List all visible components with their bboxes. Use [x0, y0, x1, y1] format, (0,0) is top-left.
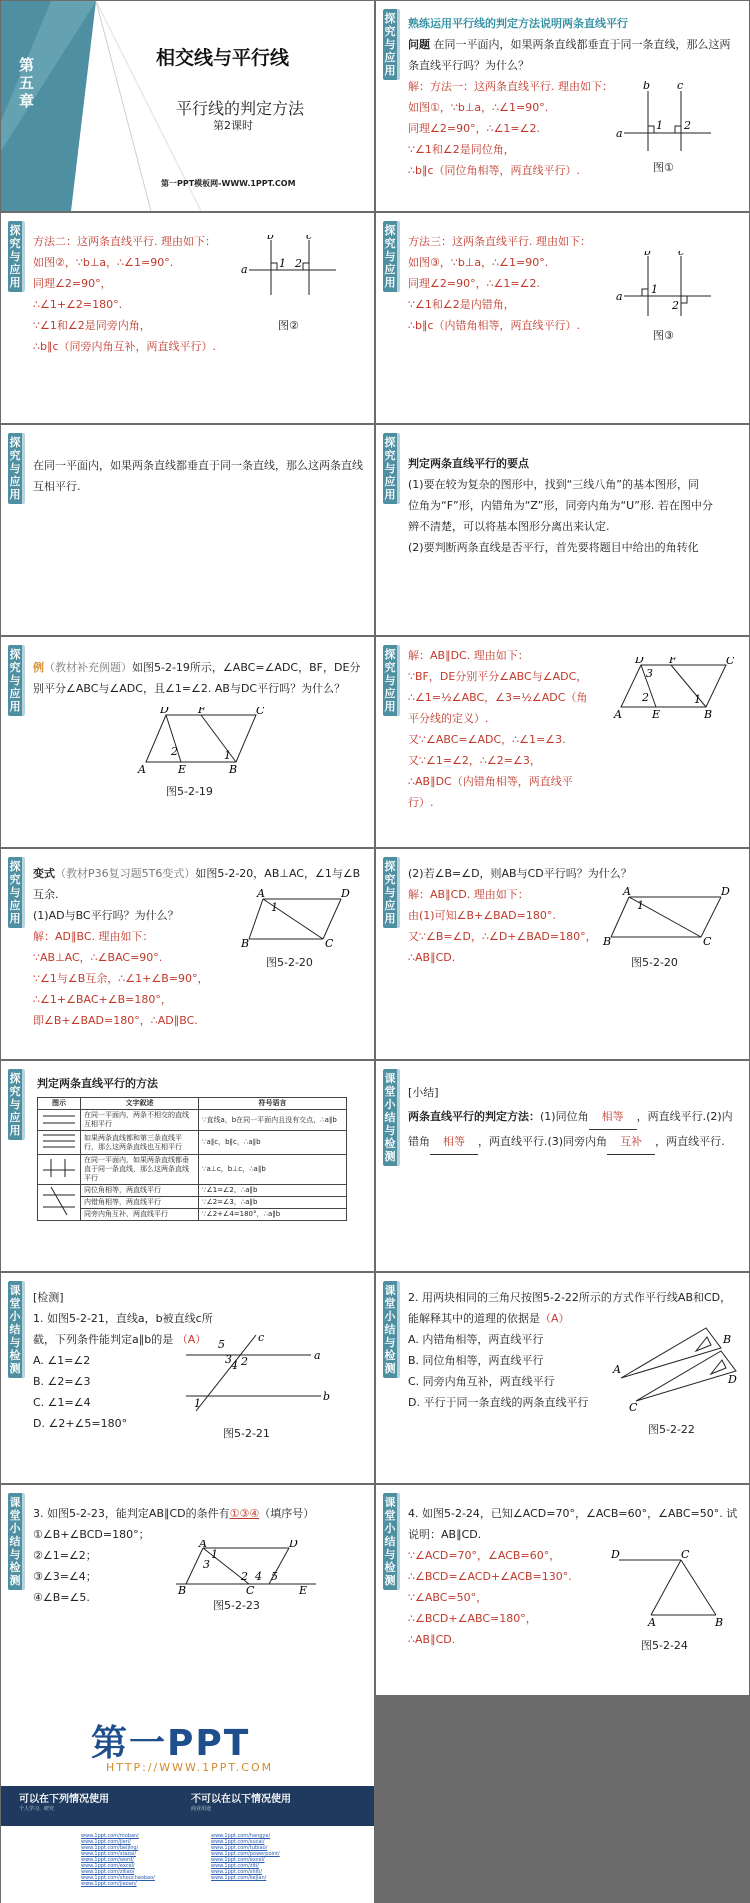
- footer-link[interactable]: www.1ppt.com/excel/: [211, 1857, 265, 1863]
- solution-line: 解：AD∥BC. 理由如下：: [33, 930, 154, 943]
- solution-line: 同理∠2=90°，∴∠1=∠2.: [408, 277, 541, 290]
- figure-caption: 图5-2-22: [648, 1423, 695, 1436]
- figure-5-2-22: [611, 1323, 741, 1417]
- variant-question: 如图5-2-20，AB⊥AC，∠1与∠B互余.: [33, 867, 361, 901]
- fig-label: B: [704, 708, 713, 721]
- table-header: [38, 1098, 347, 1110]
- answer: ①③④: [229, 1507, 260, 1520]
- figure-caption: 图5-2-19: [166, 785, 213, 798]
- diagram-cell: [38, 1131, 81, 1155]
- solution-line: ∴∠BCD=∠ACD+∠ACB=130°.: [408, 1570, 572, 1583]
- solution-line: 方法二：这两条直线平行. 理由如下：: [33, 235, 216, 248]
- diagram-cell: [38, 1185, 81, 1221]
- slide-example: [1, 637, 374, 847]
- solution-line: 同理∠2=90°，∴∠1=∠2.: [408, 122, 541, 135]
- symbol-cell: ∵∠2=∠3，∴a∥b: [199, 1197, 347, 1209]
- summary-text: [408, 1105, 741, 1155]
- footer-link[interactable]: www.1ppt.com/excel/: [81, 1863, 135, 1869]
- fig-label: c: [677, 81, 684, 92]
- figure-caption: 图5-2-23: [213, 1599, 260, 1612]
- fig-label: 2: [241, 1570, 248, 1583]
- section-tag: 课堂小结与检测: [383, 1493, 400, 1590]
- footer-link[interactable]: www.1ppt.com/jiaoan/: [81, 1881, 137, 1887]
- fig-label: C: [703, 935, 712, 947]
- diagram-cell: [38, 1155, 81, 1185]
- option: ②∠1=∠2；: [33, 1549, 97, 1562]
- fig-label: 2: [295, 257, 302, 270]
- answer-blank: 相等: [589, 1105, 637, 1130]
- answer-blank: 相等: [430, 1130, 478, 1155]
- cover-title: 相交线与平行线: [156, 47, 290, 69]
- text-cell: 在同一平面内，如果两条直线都垂直于同一条直线，那么这两条直线平行: [81, 1155, 199, 1185]
- fig-label: C: [246, 1584, 255, 1595]
- table-row: [38, 1197, 347, 1209]
- fig-label: 2: [642, 691, 649, 704]
- section-tag: 探究与应用: [8, 221, 25, 292]
- question-text: 4. 如图5-2-24，已知∠ACD=70°，∠ACB=60°，∠ABC=50°. 试说明：AB∥CD.: [408, 1507, 738, 1541]
- question-text: 3. 如图5-2-23，能判定AB∥CD的条件有: [33, 1507, 230, 1520]
- section-tag: 课堂小结与检测: [8, 1493, 25, 1590]
- fig-label: 5: [271, 1570, 278, 1583]
- footer-link[interactable]: www.1ppt.com/sucai/: [211, 1839, 265, 1845]
- fig-label: B: [723, 1333, 732, 1346]
- option: D. 平行于同一条直线的两条直线平行: [408, 1396, 589, 1409]
- solution-line: 又∵∠1=∠2，∴∠2=∠3，: [408, 754, 541, 767]
- fig-label: A: [648, 1616, 656, 1629]
- solution-line: ∴b∥c（同旁内角互补，两直线平行）.: [33, 340, 217, 353]
- figure-5-2-20: [241, 889, 351, 953]
- fig-label: C: [325, 937, 334, 949]
- section-tag: 探究与应用: [8, 433, 25, 504]
- solution-line: ∵∠1和∠2是同旁内角，: [33, 319, 151, 332]
- question: [33, 1503, 366, 1524]
- figure-caption: 图①: [653, 161, 674, 174]
- links-right: [211, 1833, 280, 1881]
- allowed-text: 个人学习、研究: [19, 1806, 55, 1812]
- column-header: 图示: [38, 1098, 81, 1110]
- footer-link[interactable]: www.1ppt.com/kejian/: [211, 1875, 267, 1881]
- fig-label: 1: [279, 257, 286, 270]
- summary-part: ，两直线平行.: [636, 1110, 707, 1123]
- fig-label: A: [614, 708, 622, 721]
- fig-label: D: [160, 707, 169, 716]
- slide-example-solution: [376, 637, 749, 847]
- fig-label: C: [256, 707, 265, 717]
- figure-5-2-24: [611, 1550, 731, 1634]
- forbidden-text: 商业用途: [191, 1806, 212, 1812]
- fig-label: a: [241, 263, 248, 276]
- option: D. ∠2+∠5=180°: [33, 1417, 128, 1430]
- slide-summary: [376, 1061, 749, 1271]
- summary-lead: 两条直线平行的判定方法：: [408, 1110, 540, 1123]
- slide-methods-table: [1, 1061, 374, 1271]
- question-text: 1. 如图5-2-21，直线a，b被直线c所截，下列条件能判定a∥b的是: [33, 1312, 213, 1346]
- figure-caption: 图5-2-21: [223, 1427, 270, 1440]
- fig-label: 1: [656, 119, 663, 132]
- fig-label: B: [241, 937, 250, 949]
- figure-5-2-19: [126, 707, 266, 781]
- solution-line: ∵∠1与∠B互余，∴∠1+∠B=90°，: [33, 972, 209, 985]
- fig-label: c: [258, 1333, 265, 1344]
- fig-label: F: [198, 707, 206, 716]
- fig-label: 4: [255, 1570, 262, 1583]
- summary-part: (1)同位角: [540, 1110, 589, 1123]
- footer-link[interactable]: www.1ppt.com/tubiao/: [211, 1845, 268, 1851]
- summary-part: ，两直线平行.: [655, 1135, 725, 1148]
- fig-label: 4: [231, 1359, 238, 1372]
- footer-link[interactable]: www.1ppt.com/ziliao/: [81, 1869, 135, 1875]
- footer-link[interactable]: www.1ppt.com/shiti/: [211, 1869, 263, 1875]
- diagram-cell: [38, 1110, 81, 1131]
- solution-line: ∴AB∥CD.: [408, 951, 456, 964]
- slide-variant-part2: [376, 849, 749, 1059]
- footer-slide: [1, 1693, 374, 1903]
- section-tag: 课堂小结与检测: [383, 1069, 400, 1166]
- symbol-cell: ∵a∥c，b∥c，∴a∥b: [199, 1131, 347, 1155]
- symbol-cell: ∵a⊥c，b⊥c，∴a∥b: [199, 1155, 347, 1185]
- problem-text: 在同一平面内，如果两条直线都垂直于同一条直线，那么这两条直线平行吗？为什么？: [408, 38, 731, 72]
- solution-line: ∴b∥c（内错角相等，两直线平行）.: [408, 319, 581, 332]
- fig-label: D: [289, 1540, 298, 1550]
- text-cell: 如果两条直线都和第三条直线平行，那么这两条直线也互相平行: [81, 1131, 199, 1155]
- figure-5-2-21: [181, 1333, 331, 1417]
- footer-link[interactable]: www.1ppt.com/shouchaobao/: [81, 1875, 155, 1881]
- summary-part: (2)内错角: [408, 1110, 733, 1148]
- section-tag: 课堂小结与检测: [383, 1281, 400, 1378]
- text-cell: 同旁内角互补，两直线平行: [81, 1209, 199, 1221]
- slide-conclusion: [1, 425, 374, 635]
- solution-line: ∵AB⊥AC，∴∠BAC=90°.: [33, 951, 163, 964]
- fig-label: A: [623, 887, 631, 898]
- figure-3: [616, 251, 716, 330]
- fig-label: C: [629, 1401, 638, 1413]
- fig-label: 3: [203, 1558, 210, 1571]
- table-row: [38, 1155, 347, 1185]
- slide-key-points: [376, 425, 749, 635]
- fig-label: 1: [694, 693, 701, 706]
- figure-2: [241, 235, 341, 314]
- column-header: 文字叙述: [81, 1098, 199, 1110]
- answer: （A）: [540, 1312, 570, 1325]
- forbidden-heading: 不可以在以下情况使用: [191, 1794, 291, 1805]
- slide-test-q1: [1, 1273, 374, 1483]
- solution-line: 方法三：这两条直线平行. 理由如下：: [408, 235, 591, 248]
- variant-label: 变式: [33, 867, 55, 880]
- solution-line: 解：AB∥CD. 理由如下：: [408, 888, 529, 901]
- fig-label: 1: [211, 1548, 218, 1561]
- usage-band: [1, 1786, 374, 1826]
- fig-label: 3: [225, 1353, 232, 1366]
- example-source: （教材补充例题）: [44, 661, 132, 674]
- figure-caption: 图②: [278, 319, 299, 332]
- fig-label: 5: [218, 1338, 225, 1351]
- solution-line: 即∠B+∠BAD=180°，∴AD∥BC.: [33, 1014, 198, 1027]
- conclusion-text: 在同一平面内，如果两条直线都垂直于同一条直线，那么这两条直线互相平行.: [33, 459, 363, 493]
- fig-label: E: [299, 1584, 308, 1595]
- option: A. ∠1=∠2: [33, 1354, 91, 1367]
- example-text: [33, 657, 366, 699]
- solution-line: 解：AB∥DC. 理由如下：: [408, 649, 529, 662]
- solution-line: 同理∠2=90°，: [33, 277, 112, 290]
- problem-label: 问题: [408, 38, 430, 51]
- cover-slide: [1, 1, 374, 211]
- option: A. 内错角相等，两直线平行: [408, 1333, 544, 1346]
- summary-part: (3)同旁内角: [547, 1135, 608, 1148]
- solution-line: 解：方法一：这两条直线平行. 理由如下：: [408, 80, 613, 93]
- site-logo: 第一PPT: [91, 1723, 251, 1764]
- fig-label: B: [715, 1616, 724, 1629]
- solution-line: ∵BF，DE分别平分∠ABC与∠ADC，: [408, 670, 588, 683]
- table-row: [38, 1110, 347, 1131]
- fig-label: E: [178, 763, 187, 776]
- section-tag: 探究与应用: [8, 1069, 25, 1140]
- allowed-heading: 可以在下列情况使用: [19, 1794, 109, 1805]
- option: B. 同位角相等，两直线平行: [408, 1354, 544, 1367]
- solution-line: 如图②，∵b⊥a，∴∠1=90°.: [33, 256, 174, 269]
- solution-line: 又∵∠ABC=∠ADC，∴∠1=∠3.: [408, 733, 566, 746]
- section-tag: 探究与应用: [8, 645, 25, 716]
- fig-label: 2: [171, 745, 178, 758]
- figure-caption: 图5-2-20: [631, 956, 678, 969]
- footer-link[interactable]: www.1ppt.com/beijing/: [81, 1845, 139, 1851]
- solution-line: ∴AB∥CD.: [408, 1633, 456, 1646]
- problem: [408, 34, 741, 76]
- figure-caption: 图5-2-24: [641, 1639, 688, 1652]
- slide-method-one: [376, 1, 749, 211]
- footer-link[interactable]: www.1ppt.com/moban/: [81, 1833, 139, 1839]
- option: C. 同旁内角互补，两直线平行: [408, 1375, 555, 1388]
- question-text: 2. 用两块相同的三角尺按图5-2-22所示的方式作平行线AB和CD，能解释其中的道理的依据是: [408, 1291, 732, 1325]
- section-tag: 探究与应用: [383, 433, 400, 504]
- fig-label: B: [603, 935, 612, 947]
- site-url: HTTP://WWW.1PPT.COM: [106, 1761, 274, 1774]
- footer-link[interactable]: www.1ppt.com/xiazai/: [81, 1851, 137, 1857]
- slide-heading: 熟练运用平行线的判定方法说明两条直线平行: [408, 17, 628, 30]
- text-cell: 同位角相等，两直线平行: [81, 1185, 199, 1197]
- summary-part: ，两直线平行.: [478, 1135, 548, 1148]
- solution-line: ∵∠ACD=70°，∠ACB=60°，: [408, 1549, 561, 1562]
- fig-label: D: [341, 889, 350, 900]
- solution-line: ∴∠1=½∠ABC，∠3=½∠ADC（角平分线的定义）.: [408, 691, 588, 725]
- fig-label: C: [681, 1550, 690, 1561]
- cover-lesson: 第2课时: [213, 119, 253, 132]
- figure-5-2-23: [171, 1540, 321, 1599]
- fig-label: D: [635, 657, 644, 666]
- slide-test-q3: [1, 1485, 374, 1695]
- fig-label: A: [138, 763, 146, 776]
- answer: （A）: [176, 1333, 207, 1346]
- fig-label: 1: [224, 749, 231, 762]
- fig-label: A: [613, 1363, 621, 1376]
- solution-line: 又∵∠B=∠D，∴∠D+∠BAD=180°，: [408, 930, 597, 943]
- footer-link[interactable]: www.1ppt.com/jieri/: [81, 1839, 131, 1845]
- variant-subquestion: (2)若∠B=∠D，则AB与CD平行吗？为什么？: [408, 867, 632, 880]
- fig-label: 1: [651, 283, 658, 296]
- slide-heading: 判定两条直线平行的方法: [37, 1077, 158, 1090]
- footer-link[interactable]: www.1ppt.com/powerpoint/: [211, 1851, 280, 1857]
- summary-label: [小结]: [408, 1086, 439, 1099]
- column-header: 符号语言: [199, 1098, 347, 1110]
- solution-line: 如图③，∵b⊥a，∴∠1=90°.: [408, 256, 549, 269]
- fig-label: 1: [271, 901, 278, 914]
- test-label: [检测]: [33, 1291, 64, 1304]
- cover-subtitle: 平行线的判定方法: [176, 99, 305, 118]
- variant-source: （教材P36复习题5T6变式）: [55, 867, 196, 880]
- key-point-line: (2)要判断两条直线是否平行，首先要将题目中给出的角转化: [408, 541, 699, 554]
- fig-label: a: [314, 1349, 321, 1362]
- option: C. ∠1=∠4: [33, 1396, 91, 1409]
- solution-line: ∵∠ABC=50°，: [408, 1591, 488, 1604]
- text-cell: 内错角相等，两直线平行: [81, 1197, 199, 1209]
- section-tag: 探究与应用: [383, 9, 400, 80]
- section-tag: 探究与应用: [383, 221, 400, 292]
- solution-line: ∴AB∥DC（内错角相等，两直线平行）.: [408, 775, 573, 809]
- links-left: [81, 1833, 155, 1887]
- fig-label: c: [678, 251, 685, 258]
- option: ④∠B=∠5.: [33, 1591, 90, 1604]
- fig-label: 3: [646, 667, 653, 680]
- fig-label: 2: [241, 1355, 248, 1368]
- solution-line: 如图①，∵b⊥a，∴∠1=90°.: [408, 101, 549, 114]
- solution-line: ∴∠1+∠BAC+∠B=180°，: [33, 993, 172, 1006]
- section-tag: 探究与应用: [383, 857, 400, 928]
- fig-label: a: [616, 290, 623, 303]
- section-tag: 探究与应用: [383, 645, 400, 716]
- fig-label: b: [644, 251, 652, 258]
- solution-line: ∴∠1+∠2=180°.: [33, 298, 123, 311]
- cover-site: 第一PPT模板网-WWW.1PPT.COM: [161, 179, 296, 188]
- option: ①∠B+∠BCD=180°；: [33, 1528, 150, 1541]
- slide-variant-part1: [1, 849, 374, 1059]
- question-text-tail: （填序号）: [259, 1507, 315, 1520]
- fig-label: 2: [684, 119, 691, 132]
- figure-5-2-20-repeat: [601, 887, 731, 951]
- option: ③∠3=∠4；: [33, 1570, 97, 1583]
- table-row: [38, 1209, 347, 1221]
- key-point-line: 辨不清楚，可以将基本图形分离出来认定.: [408, 520, 610, 533]
- fig-label: C: [726, 657, 735, 667]
- example-label: 例: [33, 661, 44, 674]
- solution-line: ∵∠1和∠2是同位角，: [408, 143, 515, 156]
- fig-label: b: [267, 235, 275, 242]
- solution-line: ∴∠BCD+∠ABC=180°，: [408, 1612, 537, 1625]
- key-point-line: 位角为“F”形，内错角为“Z”形，同旁内角为“U”形. 若在图中分: [408, 499, 713, 512]
- slide-method-two: [1, 213, 374, 423]
- text-cell: 在同一平面内，两条不相交的直线互相平行: [81, 1110, 199, 1131]
- methods-table: [37, 1097, 347, 1221]
- figure-1: [616, 81, 716, 160]
- fig-label: 1: [637, 899, 644, 912]
- figure-5-2-19-solution: [606, 657, 741, 726]
- fig-label: D: [721, 887, 730, 898]
- symbol-cell: ∵直线a，b在同一平面内且没有交点，∴a∥b: [199, 1110, 347, 1131]
- symbol-cell: ∵∠1=∠2，∴a∥b: [199, 1185, 347, 1197]
- example-question: 如图5-2-19所示，∠ABC=∠ADC，BF，DE分别平分∠ABC与∠ADC，且∠1=∠2. AB与DC平行吗？为什么？: [33, 661, 361, 695]
- option: B. ∠2=∠3: [33, 1375, 91, 1388]
- solution-line: ∴b∥c（同位角相等，两直线平行）.: [408, 164, 581, 177]
- fig-label: b: [643, 81, 651, 92]
- fig-label: D: [728, 1373, 737, 1386]
- fig-label: 2: [672, 299, 679, 312]
- slide-test-q2: [376, 1273, 749, 1483]
- fig-label: b: [323, 1390, 331, 1403]
- fig-label: B: [178, 1584, 187, 1595]
- slide-heading: 判定两条直线平行的要点: [408, 457, 529, 470]
- symbol-cell: ∵∠2+∠4=180°，∴a∥b: [199, 1209, 347, 1221]
- fig-label: a: [616, 127, 623, 140]
- section-tag: 课堂小结与检测: [8, 1281, 25, 1378]
- slide-method-three: [376, 213, 749, 423]
- section-tag: 探究与应用: [8, 857, 25, 928]
- chapter-label: 第五章: [19, 56, 35, 110]
- fig-label: E: [652, 708, 661, 721]
- table-row: [38, 1131, 347, 1155]
- variant-subquestion: (1)AD与BC平行吗？为什么？: [33, 909, 179, 922]
- solution-line: 由(1)可知∠B+∠BAD=180°.: [408, 909, 556, 922]
- footer-link[interactable]: www.1ppt.com/hangye/: [211, 1833, 271, 1839]
- fig-label: A: [257, 889, 265, 900]
- fig-label: F: [669, 657, 677, 666]
- fig-label: 1: [194, 1397, 201, 1410]
- answer-blank: 互补: [607, 1130, 655, 1155]
- key-point-line: (1)要在较为复杂的图形中，找到“三线八角”的基本图形，同: [408, 478, 699, 491]
- table-row: [38, 1185, 347, 1197]
- slide-test-q4: [376, 1485, 749, 1695]
- figure-caption: 图5-2-20: [266, 956, 313, 969]
- fig-label: A: [199, 1540, 207, 1550]
- solution-line: ∵∠1和∠2是内错角，: [408, 298, 515, 311]
- footer-link[interactable]: www.1ppt.com/ziti/: [211, 1863, 259, 1869]
- fig-label: D: [611, 1550, 620, 1561]
- figure-caption: 图③: [653, 329, 674, 342]
- fig-label: c: [306, 235, 313, 242]
- fig-label: B: [229, 763, 238, 776]
- footer-link[interactable]: www.1ppt.com/word/: [81, 1857, 134, 1863]
